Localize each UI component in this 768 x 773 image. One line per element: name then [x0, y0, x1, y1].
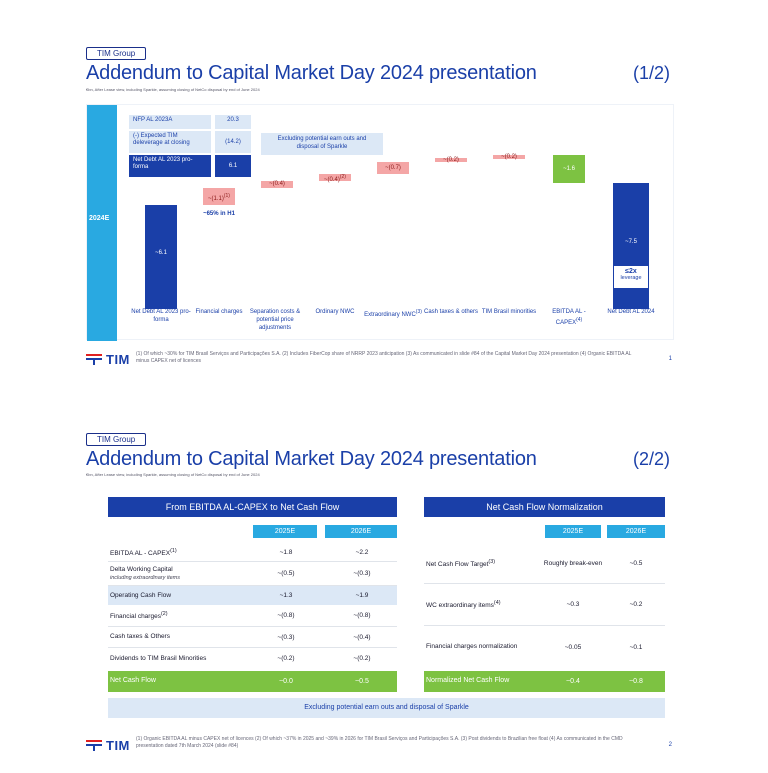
- row-label: Net Cash Flow Target$^{(3)}$: [426, 558, 495, 568]
- label-financial-charges: Financial charges: [195, 309, 243, 315]
- label-ordinary-nwc: Ordinary NWC: [315, 309, 355, 315]
- bar-netdebt-2023: [145, 205, 177, 309]
- bar-extraordinary-nwc-value: ~(0.7): [385, 165, 401, 171]
- year-band-label: 2024E: [89, 215, 110, 222]
- tim-logo-text: TIM: [106, 352, 130, 367]
- footnote: (1) Organic EBITDA AL minus CAPEX net of licences (2) Of which ~37% in 2025 and ~39% in 2026 for TIM Brasil Serviços and Participações S.A. (3) Post dividends to Brazilian free float (4) As communicated in the CMD presentation dated 7th March 2024 (slide #84): [136, 736, 623, 749]
- label-ebitda-capex: EBITDA AL - CAPEX$^{(4)}$: [552, 309, 586, 326]
- tim-logo: [86, 738, 130, 753]
- row-label: Net Cash Flow: [110, 677, 156, 685]
- netdebt-pf-value: 6.1: [215, 155, 251, 177]
- table-row: [108, 544, 397, 562]
- row-value-2025: ~1.8: [279, 549, 293, 556]
- row-value-2026: ~0.5: [355, 678, 369, 685]
- leverage-label: leverage: [620, 275, 642, 281]
- row-label: Operating Cash Flow: [110, 591, 172, 599]
- row-value-2025: ~0.3: [566, 601, 580, 608]
- tim-group-tag: TIM Group: [86, 433, 146, 446]
- row-value-2025: ~(0.3): [277, 633, 295, 641]
- label-netdebt-2023: Net Debt AL 2023 pro-forma: [131, 309, 191, 323]
- table-row: [108, 586, 397, 605]
- row-label: EBITDA AL - CAPEX$^{(1)}$: [110, 547, 177, 557]
- row-label: WC extraordinary items$^{(4)}$: [426, 599, 501, 609]
- excluding-banner: Excluding potential earn outs and disposal of Sparkle: [108, 698, 665, 718]
- bar-ordinary-nwc-value: $\sim(0.4)^{(2)}$: [324, 174, 346, 183]
- deleverage-label: (-) Expected TIM deleverage at closing: [129, 131, 211, 153]
- right-table-header: Net Cash Flow Normalization: [424, 497, 665, 517]
- row-value-2026: ~1.9: [355, 592, 369, 599]
- row-value-2025: Roughly break-even: [543, 560, 603, 567]
- row-label: Financial charges normalization: [426, 643, 518, 651]
- left-col-2026: 2026E: [325, 525, 397, 538]
- bar-ebitda-capex-value: ~1.6: [563, 166, 575, 172]
- table-row-total: [108, 671, 397, 692]
- left-col-2025: 2025E: [253, 525, 317, 538]
- label-cash-taxes: Cash taxes & others: [423, 309, 479, 315]
- label-tim-brasil: TIM Brasil minorities: [481, 309, 537, 315]
- row-value-2026: ~0.8: [629, 678, 643, 685]
- leverage-box: [613, 265, 649, 289]
- table-row: [424, 626, 665, 668]
- nfp-value: 20.3: [215, 115, 251, 129]
- netdebt-pf-label: Net Debt AL 2023 pro-forma: [129, 155, 211, 177]
- bar-netdebt-2023-value: ~6.1: [155, 250, 167, 256]
- row-value-2026: ~(0.4): [353, 633, 371, 641]
- label-netdebt-2024: Net Debt AL 2024: [607, 309, 655, 315]
- page-number: 1: [668, 356, 672, 362]
- row-value-2026: ~0.1: [629, 643, 643, 651]
- slide-2: [0, 386, 768, 773]
- row-value-2026: ~(0.3): [353, 570, 371, 577]
- page-fraction: (2/2): [632, 449, 670, 469]
- units-note: €bn, After Lease view, including Sparkle, assuming closing of NetCo disposal by end of June 2024: [86, 472, 260, 477]
- tim-group-tag: TIM Group: [86, 47, 146, 60]
- row-label: Cash taxes & Others: [110, 633, 170, 641]
- label-extraordinary-nwc: Extraordinary NWC$^{(3)}$: [364, 309, 422, 318]
- row-value-2025: ~0.4: [566, 678, 580, 685]
- row-value-2025: ~1.3: [279, 592, 293, 599]
- table-row: [424, 584, 665, 626]
- row-value-2026: ~0.5: [629, 560, 643, 567]
- waterfall-chart: [86, 104, 674, 340]
- tim-logo-mark: [86, 354, 102, 365]
- tim-logo-mark: [86, 740, 102, 751]
- deleverage-value: (14.2): [215, 131, 251, 153]
- left-table-header: From EBITDA AL-CAPEX to Net Cash Flow: [108, 497, 397, 517]
- page-title: Addendum to Capital Market Day 2024 presentation: [86, 62, 537, 84]
- bar-netdebt-2024: [613, 183, 649, 309]
- page-number: 2: [668, 742, 672, 748]
- table-row: [108, 605, 397, 627]
- page-title: Addendum to Capital Market Day 2024 presentation: [86, 448, 537, 470]
- slide-1: [0, 0, 768, 386]
- label-separation-costs: Separation costs & potential price adjustments: [249, 309, 301, 331]
- row-label: Financial charges$^{(2)}$: [110, 610, 168, 620]
- table-row: [108, 627, 397, 648]
- row-value-2025: ~0.0: [279, 678, 293, 685]
- table-row: [424, 544, 665, 584]
- excluding-note: Excluding potential earn outs and disposal of Sparkle: [261, 133, 383, 155]
- row-value-2026: ~(0.8): [353, 612, 371, 619]
- bar-netdebt-2024-value: ~7.5: [625, 239, 637, 245]
- row-value-2026: ~2.2: [355, 549, 369, 556]
- footnote: (1) Of which ~30% for TIM Brasil Serviços and Participações S.A. (2) Includes FiberCop share of NRRP 2023 anticipation (3) As communicated in slide #84 of the Capital Market Day 2024 presentation (4) Organic EBITDA AL minus CAPEX net of licences: [136, 351, 632, 364]
- row-value-2025: ~(0.2): [277, 655, 295, 662]
- bar-financial-charges-value: $\sim(1.1)^{(1)}$: [208, 193, 230, 202]
- ebitda-to-ncf-table: [108, 497, 397, 692]
- right-col-2026: 2026E: [607, 525, 665, 538]
- ncf-normalization-table: [424, 497, 665, 692]
- leverage-value: ≤2x: [625, 268, 637, 275]
- table-row: [108, 562, 397, 586]
- row-value-2025: ~(0.5): [277, 570, 295, 577]
- tim-logo-text: TIM: [106, 738, 130, 753]
- row-value-2026: ~(0.2): [353, 655, 371, 662]
- row-value-2026: ~0.2: [629, 601, 643, 608]
- financial-charges-note: ~65% in H1: [203, 211, 235, 217]
- bar-tim-brasil-value: ~(0.2): [501, 154, 517, 160]
- bar-cash-taxes-value: ~(0.2): [443, 157, 459, 163]
- bar-separation-costs-value: ~(0.4): [269, 181, 285, 187]
- row-label: Normalized Net Cash Flow: [426, 677, 510, 685]
- year-band: [87, 105, 117, 341]
- table-row: [108, 648, 397, 669]
- nfp-label: NFP AL 2023A: [129, 115, 211, 129]
- row-label: Delta Working Capital including extraordinary items: [110, 565, 181, 581]
- row-label: Dividends to TIM Brasil Minorities: [110, 654, 207, 662]
- row-value-2025: ~(0.8): [277, 612, 295, 619]
- table-row-total: [424, 671, 665, 692]
- right-col-2025: 2025E: [545, 525, 601, 538]
- page-fraction: (1/2): [632, 63, 670, 83]
- tim-logo: [86, 352, 130, 367]
- units-note: €bn, After Lease view, including Sparkle, assuming closing of NetCo disposal by end of June 2024: [86, 87, 260, 92]
- row-value-2025: ~0.05: [564, 643, 582, 651]
